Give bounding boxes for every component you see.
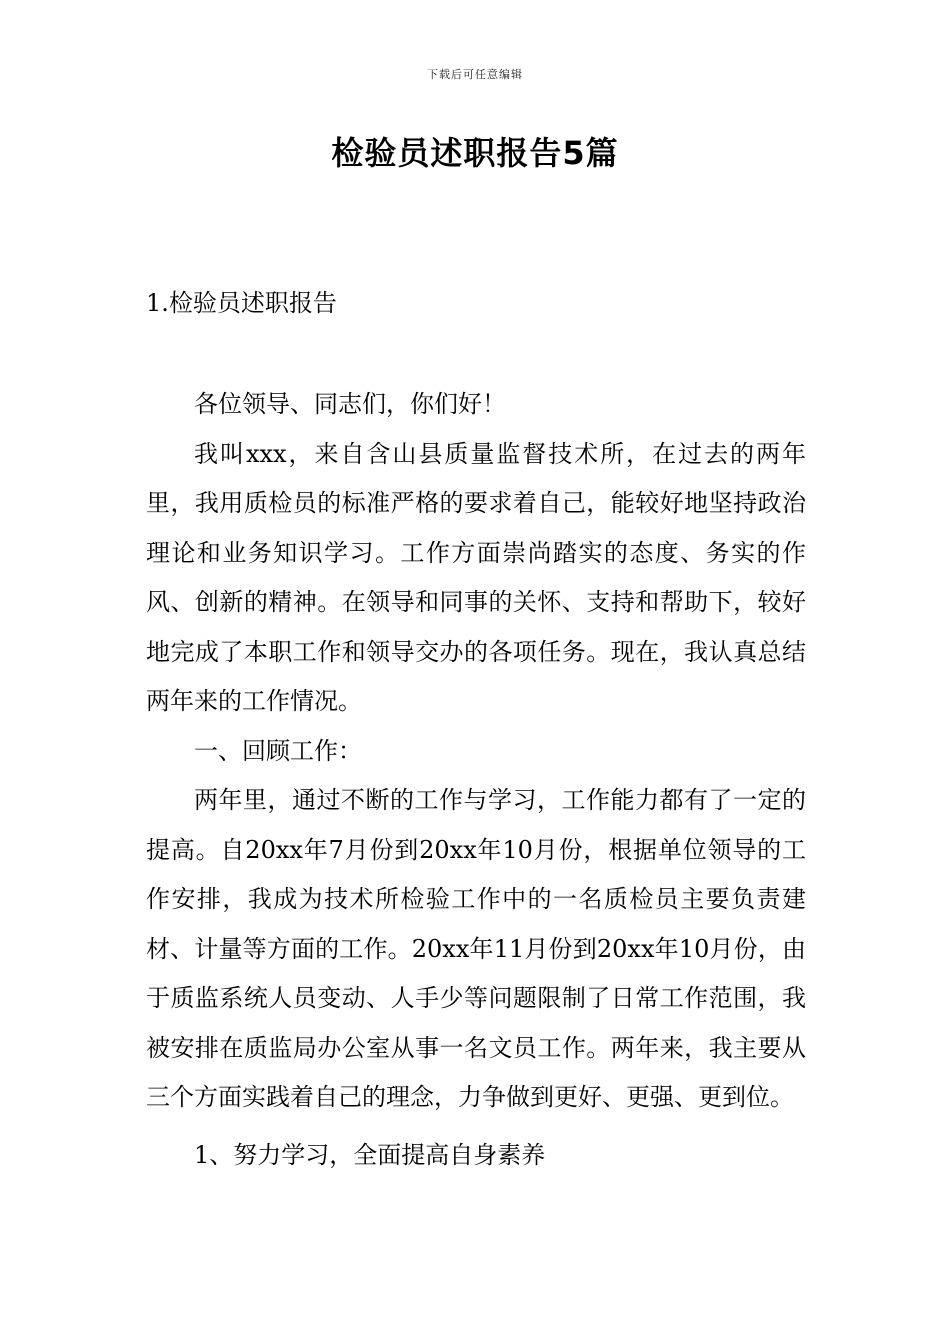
paragraph-subheading: 1、努力学习，全面提高自身素养 — [194, 1140, 546, 1169]
paragraph-review-body: 两年里，通过不断的工作与学习，工作能力都有了一定的提高。自20xx年7月份到20xx年10月份，根据单位领导的工作安排，我成为技术所检验工作中的一名质检员主要负责建材、计量等方面的工作。20xx年11月份到20xx年10月份，由于质监系统人员变动、人手少等问题限制了日常工作范围，我被安排在质监局办公室从事一名文员工作。两年来，我主要从三个方面实践着自己的理念，力争做到更好、更强、更到位。 — [146, 786, 806, 1111]
document-body — [146, 380, 806, 1180]
paragraph-greeting: 各位领导、同志们，你们好！ — [194, 390, 506, 418]
section-heading: 1.检验员述职报告 — [146, 289, 337, 317]
paragraph-review-heading: 一、回顾工作： — [194, 736, 362, 765]
paragraph-introduction: 我叫xxx，来自含山县质量监督技术所，在过去的两年里，我用质检员的标准严格的要求着自己，能较好地坚持政治理论和业务知识学习。工作方面崇尚踏实的态度、务实的作风、创新的精神。在领导和同事的关怀、支持和帮助下，较好地完成了本职工作和领导交办的各项任务。现在，我认真总结两年来的工作情况。 — [146, 439, 806, 715]
header-note: 下载后可任意编辑 — [427, 68, 523, 81]
document-title: 检验员述职报告5篇 — [331, 134, 619, 172]
